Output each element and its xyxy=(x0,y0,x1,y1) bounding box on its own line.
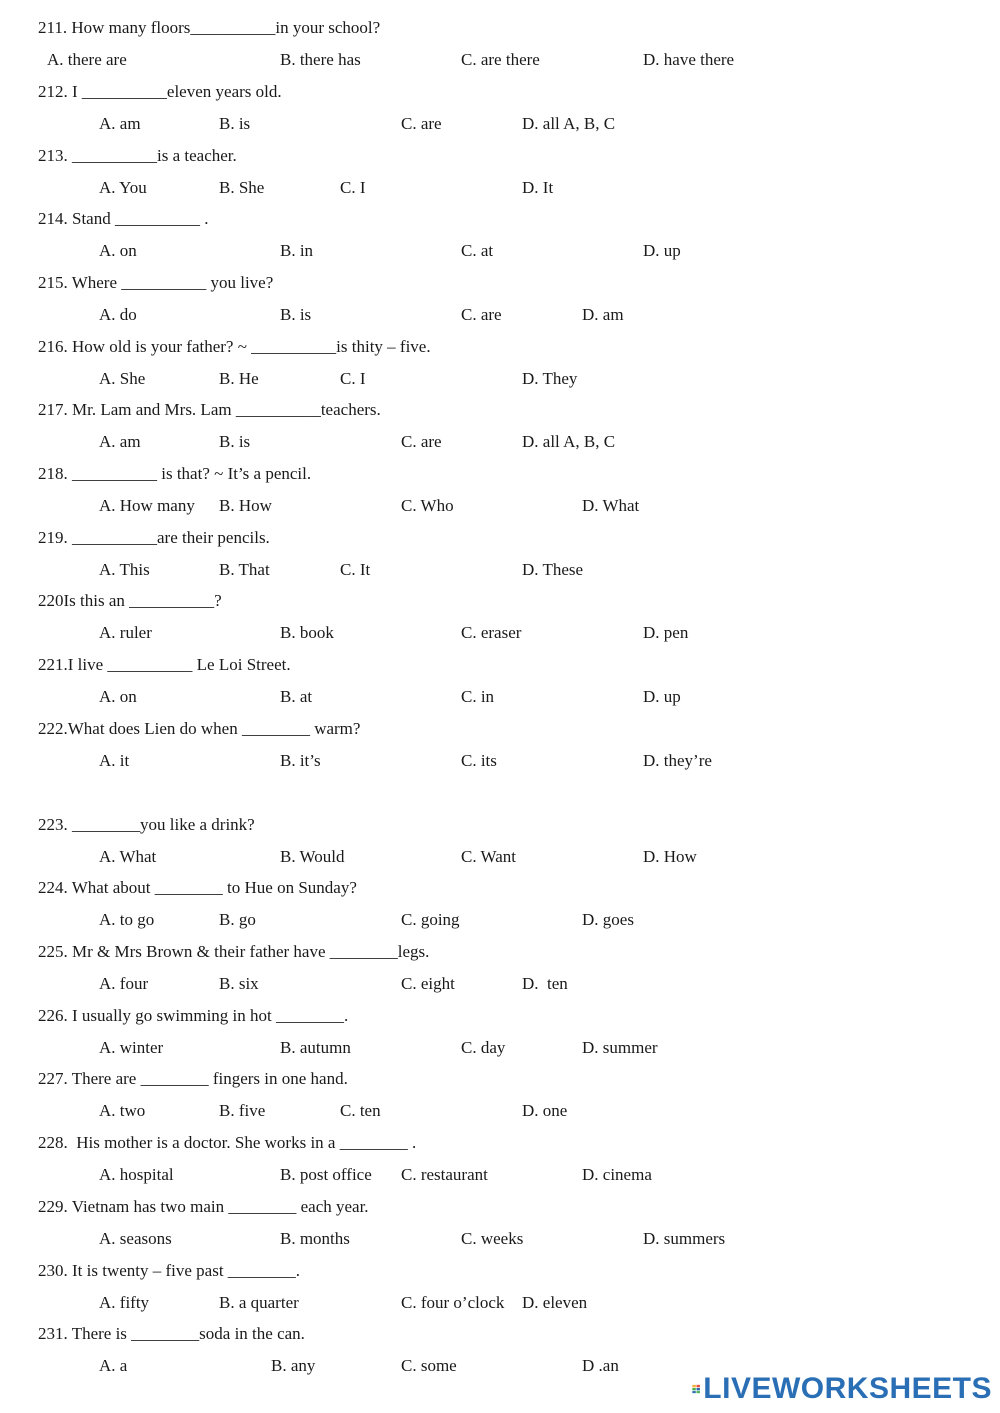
answer-option-c[interactable]: C. eight xyxy=(401,974,455,993)
answer-option-c[interactable]: C. I xyxy=(340,369,366,388)
answer-option-d[interactable]: D. What xyxy=(582,496,640,515)
answer-option-b[interactable]: B. at xyxy=(280,687,313,706)
answer-option-b[interactable]: B. post office xyxy=(280,1165,372,1184)
answer-option-a[interactable]: A. She xyxy=(99,369,146,388)
answer-option-a[interactable]: A. four xyxy=(99,974,149,993)
question-stem: 223. ________you like a drink? xyxy=(38,815,255,834)
question-stem: 215. Where __________ you live? xyxy=(38,273,274,292)
answer-option-c[interactable]: C. going xyxy=(401,910,460,929)
question-stem: 224. What about ________ to Hue on Sunday? xyxy=(38,878,357,897)
answer-option-a[interactable]: A. ruler xyxy=(99,623,152,642)
answer-option-d[interactable]: D .an xyxy=(582,1356,619,1375)
answer-option-a[interactable]: A. am xyxy=(99,432,141,451)
answer-option-d[interactable]: D. ten xyxy=(522,974,568,993)
answer-option-d[interactable]: D. up xyxy=(643,241,681,260)
answer-option-c[interactable]: C. are there xyxy=(461,50,540,69)
answer-option-d[interactable]: D. up xyxy=(643,687,681,706)
answer-option-a[interactable]: A. How many xyxy=(99,496,195,515)
question-stem: 218. __________ is that? ~ It’s a pencil. xyxy=(38,464,312,483)
answer-option-d[interactable]: D. have there xyxy=(643,50,735,69)
answer-option-d[interactable]: D. goes xyxy=(582,910,634,929)
answer-option-b[interactable]: B. six xyxy=(219,974,259,993)
answer-option-c[interactable]: C. some xyxy=(401,1356,457,1375)
brand-name: LIVEWORKSHEETS xyxy=(703,1372,992,1405)
answer-option-a[interactable]: A. This xyxy=(99,560,150,579)
answer-option-a[interactable]: A. seasons xyxy=(99,1229,172,1248)
answer-option-d[interactable]: D. pen xyxy=(643,623,689,642)
answer-option-c[interactable]: C. It xyxy=(340,560,371,579)
answer-option-d[interactable]: D. eleven xyxy=(522,1293,588,1312)
question-stem: 222.What does Lien do when ________ warm? xyxy=(38,719,361,738)
answer-option-a[interactable]: A. two xyxy=(99,1101,146,1120)
answer-option-a[interactable]: A. winter xyxy=(99,1038,164,1057)
answer-option-c[interactable]: C. I xyxy=(340,178,366,197)
answer-option-b[interactable]: B. That xyxy=(219,560,270,579)
answer-option-a[interactable]: A. What xyxy=(99,847,157,866)
question-stem: 212. I __________eleven years old. xyxy=(38,82,282,101)
question-stem: 231. There is ________soda in the can. xyxy=(38,1324,305,1343)
question-stem: 226. I usually go swimming in hot ________. xyxy=(38,1006,349,1025)
answer-option-c[interactable]: C. four o’clock xyxy=(401,1293,505,1312)
answer-option-c[interactable]: C. are xyxy=(461,305,502,324)
answer-option-c[interactable]: C. at xyxy=(461,241,494,260)
question-stem: 216. How old is your father? ~ __________is thity – five. xyxy=(38,337,431,356)
question-stem: 213. __________is a teacher. xyxy=(38,146,237,165)
answer-option-b[interactable]: B. He xyxy=(219,369,259,388)
answer-option-d[interactable]: D. one xyxy=(522,1101,568,1120)
question-stem: 221.I live __________ Le Loi Street. xyxy=(38,655,291,674)
answer-option-a[interactable]: A. hospital xyxy=(99,1165,174,1184)
question-stem: 211. How many floors__________in your school? xyxy=(38,18,381,37)
question-stem: 228. His mother is a doctor. She works in a ________ . xyxy=(38,1133,417,1152)
answer-option-a[interactable]: A. it xyxy=(99,751,130,770)
answer-option-b[interactable]: B. five xyxy=(219,1101,266,1120)
answer-option-c[interactable]: C. are xyxy=(401,432,442,451)
answer-option-a[interactable]: A. to go xyxy=(99,910,155,929)
answer-option-b[interactable]: B. Would xyxy=(280,847,345,866)
answer-option-a[interactable]: A. a xyxy=(99,1356,128,1375)
answer-option-c[interactable]: C. day xyxy=(461,1038,506,1057)
answer-option-c[interactable]: C. Want xyxy=(461,847,516,866)
answer-option-b[interactable]: B. go xyxy=(219,910,256,929)
answer-option-d[interactable]: D. summers xyxy=(643,1229,726,1248)
answer-option-b[interactable]: B. is xyxy=(219,432,251,451)
question-stem: 220Is this an __________? xyxy=(38,591,222,610)
answer-option-b[interactable]: B. How xyxy=(219,496,272,515)
answer-option-d[interactable]: D. summer xyxy=(582,1038,658,1057)
answer-option-a[interactable]: A. do xyxy=(99,305,137,324)
question-stem: 219. __________are their pencils. xyxy=(38,528,270,547)
answer-option-b[interactable]: B. there has xyxy=(280,50,361,69)
question-stem: 227. There are ________ fingers in one hand. xyxy=(38,1069,348,1088)
answer-option-d[interactable]: D. cinema xyxy=(582,1165,652,1184)
answer-option-c[interactable]: C. its xyxy=(461,751,497,770)
liveworksheets-logo xyxy=(692,1373,992,1405)
answer-option-b[interactable]: B. months xyxy=(280,1229,350,1248)
answer-option-b[interactable]: B. She xyxy=(219,178,265,197)
answer-option-b[interactable]: B. a quarter xyxy=(219,1293,299,1312)
answer-option-c[interactable]: C. restaurant xyxy=(401,1165,488,1184)
question-stem: 229. Vietnam has two main ________ each year. xyxy=(38,1197,369,1216)
answer-option-d[interactable]: D. they’re xyxy=(643,751,712,770)
answer-option-a[interactable]: A. on xyxy=(99,241,137,260)
answer-option-b[interactable]: B. is xyxy=(219,114,251,133)
answer-option-a[interactable]: A. on xyxy=(99,687,137,706)
answer-option-b[interactable]: B. book xyxy=(280,623,334,642)
question-stem: 230. It is twenty – five past ________. xyxy=(38,1261,301,1280)
answer-option-d[interactable]: D. all A, B, C xyxy=(522,432,616,451)
answer-option-b[interactable]: B. is xyxy=(280,305,312,324)
answer-option-d[interactable]: D. am xyxy=(582,305,624,324)
answer-option-b[interactable]: B. autumn xyxy=(280,1038,351,1057)
answer-option-a[interactable]: A. You xyxy=(99,178,147,197)
answer-option-c[interactable]: C. eraser xyxy=(461,623,522,642)
answer-option-d[interactable]: D. It xyxy=(522,178,554,197)
question-stem: 214. Stand __________ . xyxy=(38,209,209,228)
liveworksheets-logo-icon xyxy=(692,1376,700,1402)
answer-option-d[interactable]: D. all A, B, C xyxy=(522,114,616,133)
answer-option-a[interactable]: A. am xyxy=(99,114,141,133)
answer-option-b[interactable]: B. any xyxy=(271,1356,316,1375)
answer-option-d[interactable]: D. How xyxy=(643,847,697,866)
question-stem: 225. Mr & Mrs Brown & their father have ________legs. xyxy=(38,942,430,961)
answer-option-a[interactable]: A. there are xyxy=(47,50,127,69)
answer-option-b[interactable]: B. in xyxy=(280,241,314,260)
answer-option-c[interactable]: C. in xyxy=(461,687,495,706)
answer-option-c[interactable]: C. Who xyxy=(401,496,454,515)
answer-option-c[interactable]: C. ten xyxy=(340,1101,381,1120)
answer-option-d[interactable]: D. They xyxy=(522,369,578,388)
question-stem: 217. Mr. Lam and Mrs. Lam __________teachers. xyxy=(38,400,381,419)
answer-option-a[interactable]: A. fifty xyxy=(99,1293,150,1312)
answer-option-c[interactable]: C. weeks xyxy=(461,1229,524,1248)
answer-option-b[interactable]: B. it’s xyxy=(280,751,321,770)
answer-option-c[interactable]: C. are xyxy=(401,114,442,133)
answer-option-d[interactable]: D. These xyxy=(522,560,584,579)
